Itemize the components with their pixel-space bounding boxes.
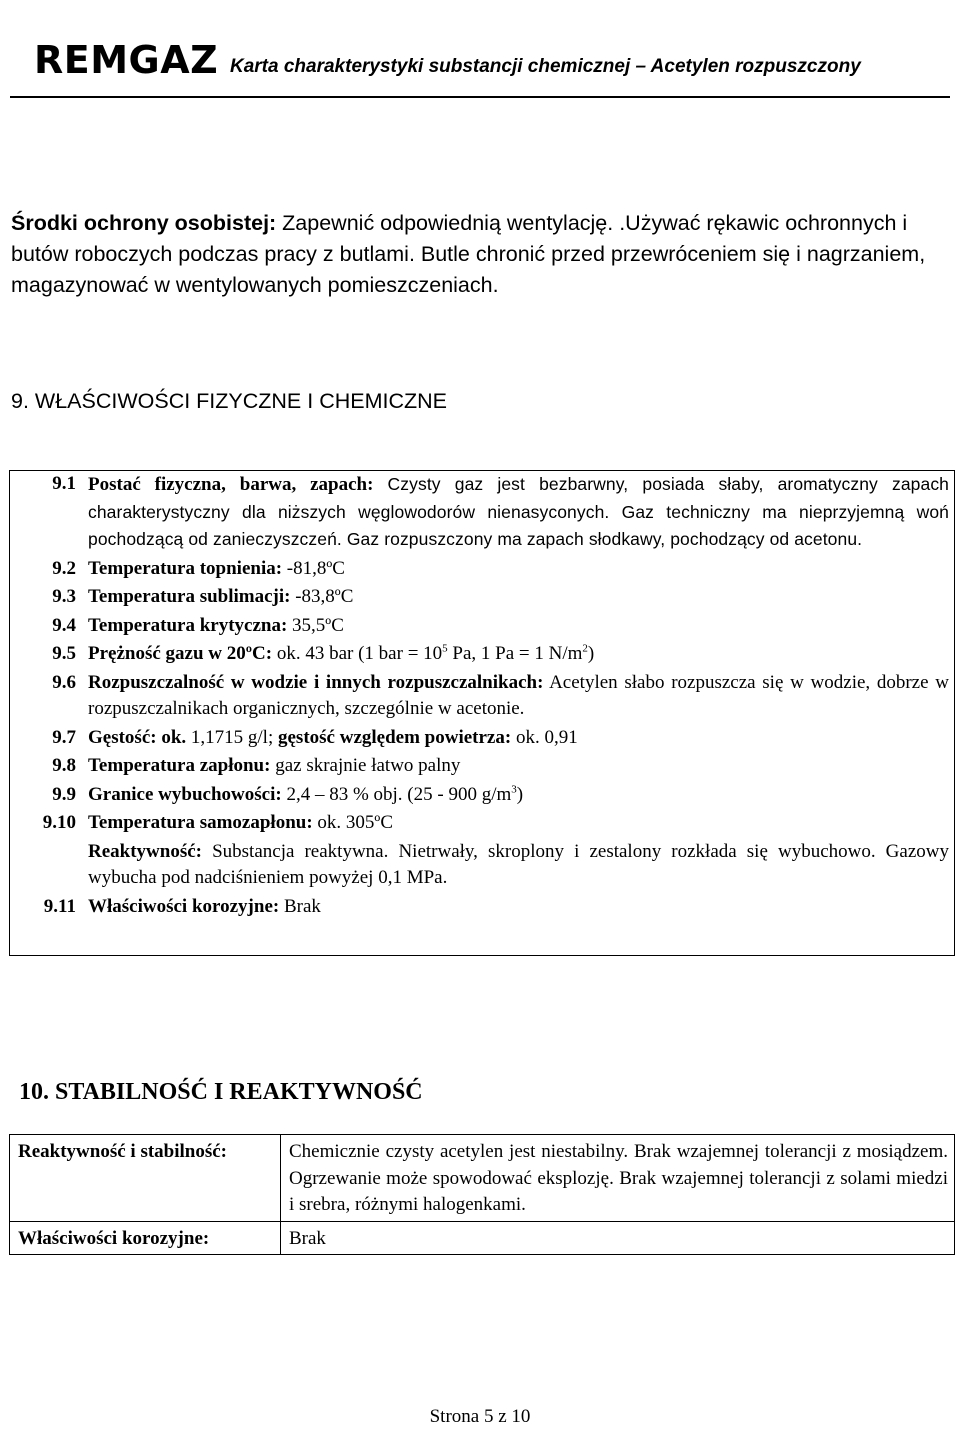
row-number: 9.10 [42,812,76,833]
ppe-label: Środki ochrony osobistej: [11,211,277,235]
row-number: 9.6 [52,671,76,693]
stability-table [9,1134,955,1255]
row-label: Prężność gazu w 20ºC: [88,643,273,664]
row-text: Brak [279,895,321,917]
row-number: 9.8 [52,755,76,776]
superscript: 2 [582,642,588,655]
row-text: ok. 0,91 [511,726,578,748]
row-text: ok. 305ºC [312,812,393,833]
table-border [9,470,955,956]
row-text: Acetylen słabo rozpuszcza się w wodzie, dobrze w rozpuszczalnikach organicznych, szczególnie w acetonie. [88,671,949,719]
row-number: 9.1 [52,473,76,494]
row-text: Substancja reaktywna. Nietrwały, skroplony i zestalony rozkłada się wybuchowo. Gazowy wybucha pod nadciśnieniem powyżej 0,1 MPa. [88,840,949,888]
row-number: 9.3 [52,586,76,607]
row-label: Gęstość: ok. [88,726,187,748]
row-label: Reaktywność: [88,840,202,862]
row-text: ) [587,643,595,664]
table-row [10,1221,955,1255]
row-label: Właściwości korozyjne: [88,895,280,917]
ppe-paragraph [11,208,941,301]
row-text: 2,4 – 83 % obj. (25 - 900 g/m [281,783,512,805]
row-label: Temperatura topnienia: [88,557,283,579]
row-text: Czysty gaz jest bezbarwny, posiada słaby, aromatyczny zapach charakterystyczny dla niższych węglowodorów nienasyconych. Gaz techniczny ma nieprzyjemną woń pochodzącą od zanieczyszczeń. Gaz rozpuszczony ma zapach słodkawy, pochodzący od acetonu. [88,474,949,549]
row-text: ok. 43 bar (1 bar = 10 [272,643,443,664]
header-divider [10,96,950,98]
page-number: Strona 5 z 10 [429,1406,531,1427]
row-key: Właściwości korozyjne: [10,1221,281,1255]
row-number: 9.4 [52,614,76,636]
row-label: Postać fizyczna, barwa, zapach: [88,474,374,495]
row-text: gaz skrajnie łatwo palny [270,755,461,776]
row-value: Chemicznie czysty acetylen jest niestabilny. Brak wzajemnej tolerancji z mosiądzem. Ogrzewanie może spowodować eksplozję. Brak wzajemnej tolerancji z solami miedzi i srebra, różnymi halogenkami. [281,1135,955,1222]
row-value: Brak [281,1221,955,1255]
row-key: Reaktywność i stabilność: [10,1135,281,1222]
row-text: ) [516,783,524,805]
section-10-heading: 10. STABILNOŚĆ I REAKTYWNOŚĆ [19,1079,423,1105]
row-number: 9.9 [52,783,76,805]
table-row [10,1135,955,1222]
brand-logo-text: REMGAZ [34,38,219,82]
ppe-text: Zapewnić odpowiednią wentylację. .Używać rękawic ochronnych i butów roboczych podczas pracy z butlami. Butle chronić przed przewróceniem się i nagrzaniem, magazynować w wentylowanych pomieszczeniach. [11,211,926,297]
row-label: Temperatura zapłonu: [88,755,271,776]
row-number: 9.5 [52,643,76,664]
row-label: Temperatura samozapłonu: [88,812,313,833]
row-number: 9.11 [43,895,76,917]
row-label: Rozpuszczalność w wodzie i innych rozpuszczalnikach: [88,671,544,693]
row-text: Pa, 1 Pa = 1 N/m [447,643,583,664]
row-label: Granice wybuchowości: [88,783,282,805]
section-9-heading: 9. WŁAŚCIWOŚCI FIZYCZNE I CHEMICZNE [11,389,447,413]
row-number: 9.2 [52,557,76,579]
row-label: gęstość względem powietrza: [278,726,512,748]
row-text: 35,5ºC [287,614,344,636]
row-label: Temperatura krytyczna: [88,614,288,636]
row-text: -81,8ºC [282,557,345,579]
document-title: Karta charakterystyki substancji chemicznej – Acetylen rozpuszczony [230,56,861,77]
row-text: 1,1715 g/l; [186,726,278,748]
row-label: Temperatura sublimacji: [88,586,291,607]
superscript: 5 [442,642,448,655]
row-text: -83,8ºC [290,586,354,607]
row-number: 9.7 [52,726,76,748]
superscript: 3 [511,783,517,796]
